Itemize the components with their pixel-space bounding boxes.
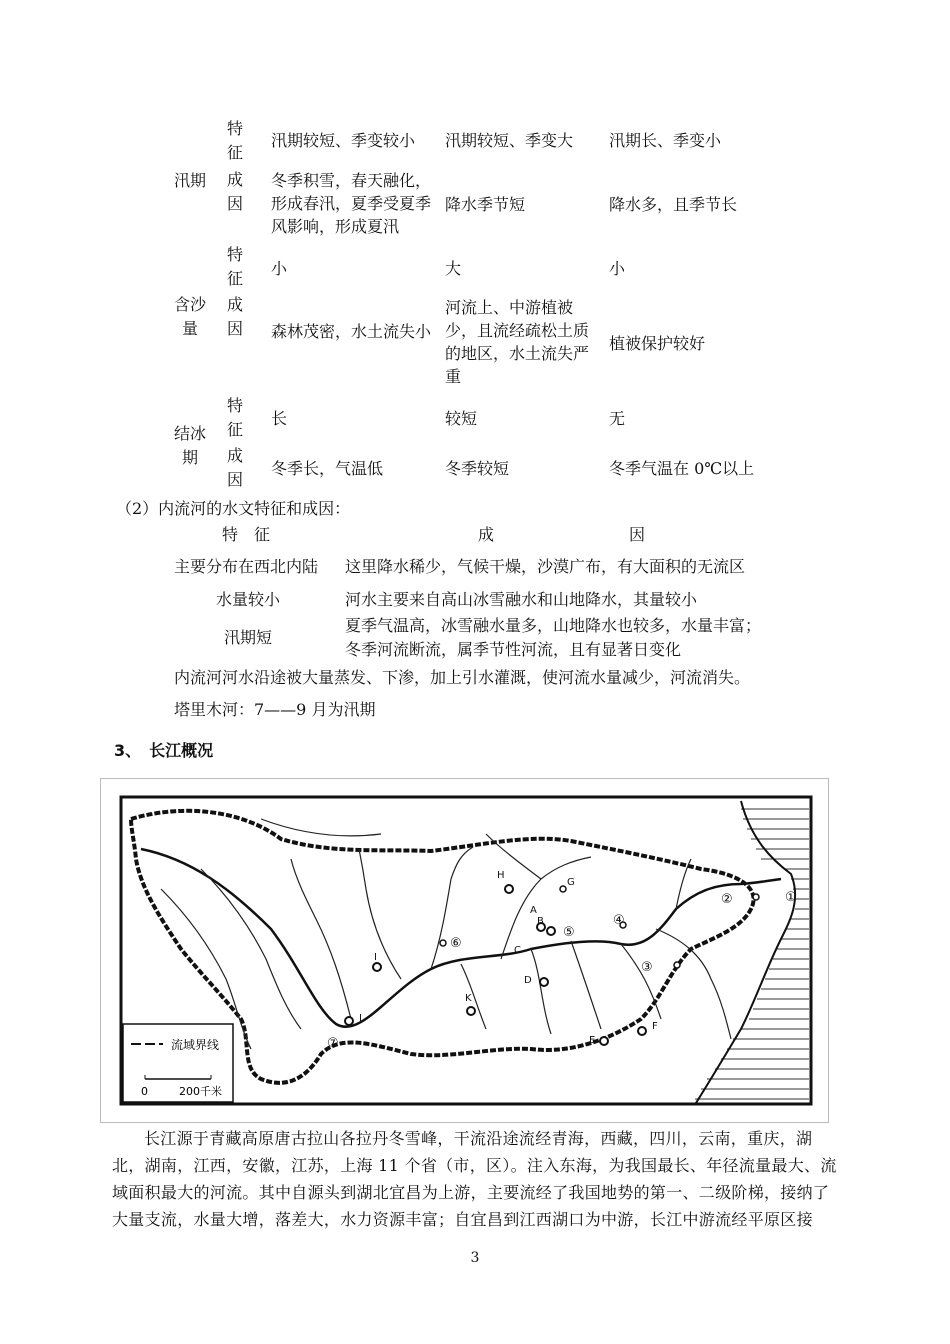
note: 内流河河水沿途被大量蒸发、下渗，加上引水灌溉，使河流水量减少，河流消失。 xyxy=(174,668,751,687)
row-label-cause: 成因 xyxy=(226,170,243,213)
cell: 降水季节短 xyxy=(445,195,526,214)
coastline xyxy=(696,801,795,1103)
section-heading: 3、 长江概况 xyxy=(114,741,214,760)
feature-cell: 主要分布在西北内陆 xyxy=(174,557,319,576)
city-marker xyxy=(600,1037,608,1045)
map-letter: F xyxy=(652,1021,658,1032)
scale-end: 200千米 xyxy=(179,1085,222,1098)
row-label-cause: 成因 xyxy=(226,295,243,338)
map-number: ⑥ xyxy=(450,936,462,951)
map-letter: A xyxy=(530,905,537,916)
feature-cell: 水量较小 xyxy=(216,590,281,609)
cell: 森林茂密，水土流失小 xyxy=(271,322,432,341)
note: 塔里木河：7——9 月为汛期 xyxy=(174,700,376,719)
cell: 汛期长、季变小 xyxy=(609,131,722,150)
map-letter: J xyxy=(359,1013,362,1024)
map-letter: C xyxy=(514,945,521,956)
map-letter: H xyxy=(497,870,505,881)
sea-hatching xyxy=(695,809,809,1099)
header-feature: 特 征 xyxy=(222,525,271,544)
city-marker xyxy=(638,1027,646,1035)
cell: 长 xyxy=(271,409,288,428)
cell: 汛期较短、季变大 xyxy=(445,131,574,150)
cause-cell: 这里降水稀少，气候干燥，沙漠广布，有大面积的无流区 xyxy=(345,557,746,576)
map-letter: G xyxy=(567,877,575,888)
cell: 冬季积雪，春天融化，形成春汛，夏季受夏季风影响，形成夏汛 xyxy=(271,171,432,236)
group-label-sediment: 含沙量 xyxy=(173,295,206,338)
yangtze-basin-map xyxy=(100,778,829,1123)
feature-cell: 汛期短 xyxy=(224,628,273,647)
map-number: ⑤ xyxy=(563,925,575,940)
city-marker xyxy=(505,885,513,893)
row-label-feature: 特征 xyxy=(226,119,243,162)
map-letter: I xyxy=(374,952,377,963)
map-number: ⑦ xyxy=(327,1036,339,1051)
cell: 汛期较短、季变较小 xyxy=(271,131,416,150)
map-letter: E xyxy=(589,1035,596,1046)
group-label-flood: 汛期 xyxy=(174,171,207,190)
cell: 大 xyxy=(445,259,462,278)
cell: 较短 xyxy=(445,409,478,428)
city-marker xyxy=(674,962,680,968)
cause-cell: 冬季河流断流，属季节性河流，且有显著日变化 xyxy=(345,640,682,659)
city-marker xyxy=(540,978,548,986)
section-title: （2）内流河的水文特征和成因： xyxy=(116,499,351,518)
cell: 冬季较短 xyxy=(445,459,510,478)
map-number: ① xyxy=(785,890,797,905)
city-marker xyxy=(467,1007,475,1015)
cell: 植被保护较好 xyxy=(609,334,706,353)
city-marker xyxy=(345,1017,353,1025)
map-letter: D xyxy=(524,975,532,986)
row-label-feature: 特征 xyxy=(226,245,243,288)
map-letter: K xyxy=(465,993,472,1004)
cell: 冬季气温在 0℃以上 xyxy=(609,459,755,478)
scale-start: 0 xyxy=(141,1085,148,1098)
cell: 降水多，且季节长 xyxy=(609,195,738,214)
city-marker xyxy=(440,940,446,946)
city-marker xyxy=(373,963,381,971)
map-number: ④ xyxy=(613,913,625,928)
map-number: ② xyxy=(721,892,733,907)
row-label-feature: 特征 xyxy=(226,396,243,439)
cell: 小 xyxy=(609,259,626,278)
legend-label: 流域界线 xyxy=(171,1038,220,1052)
map-drawing xyxy=(101,779,828,1122)
city-marker xyxy=(547,927,555,935)
city-marker xyxy=(560,886,566,892)
cell: 无 xyxy=(609,409,626,428)
city-marker xyxy=(753,894,759,900)
map-number: ③ xyxy=(641,960,653,975)
cause-cell: 河水主要来自高山冰雪融水和山地降水，其量较小 xyxy=(345,590,698,609)
row-label-cause: 成因 xyxy=(226,446,243,489)
cell: 小 xyxy=(271,259,288,278)
cell: 河流上、中游植被少，且流经疏松土质的地区，水土流失严重 xyxy=(445,298,590,386)
header-cause: 因 xyxy=(629,525,646,544)
group-label-ice: 结冰期 xyxy=(173,424,206,467)
map-numbers xyxy=(327,890,797,1051)
cell: 冬季长，气温低 xyxy=(271,459,384,478)
body-paragraph: 长江源于青藏高原唐古拉山各拉丹冬雪峰，干流沿途流经青海，西藏，四川，云南，重庆，湖北，湖南，江西，安徽，江苏，上海 11 个省（市，区）。注入东海，为我国最长、年径流量最大、流域面积最大的河流。其中自源头到湖北宜昌为上游，主要流经了我国地势的第一、二级阶梯，接纳了大量支流，水量大增，落差大，水力资源丰富；自宜昌到江西湖口为中游，长江中游流经平原区接 xyxy=(112,1129,837,1229)
cause-cell: 夏季气温高，冰雪融水量多，山地降水也较多，水量丰富； xyxy=(345,616,762,635)
map-letter: B xyxy=(537,916,544,927)
page-number: 3 xyxy=(470,1250,480,1266)
header-cause: 成 xyxy=(478,525,495,544)
